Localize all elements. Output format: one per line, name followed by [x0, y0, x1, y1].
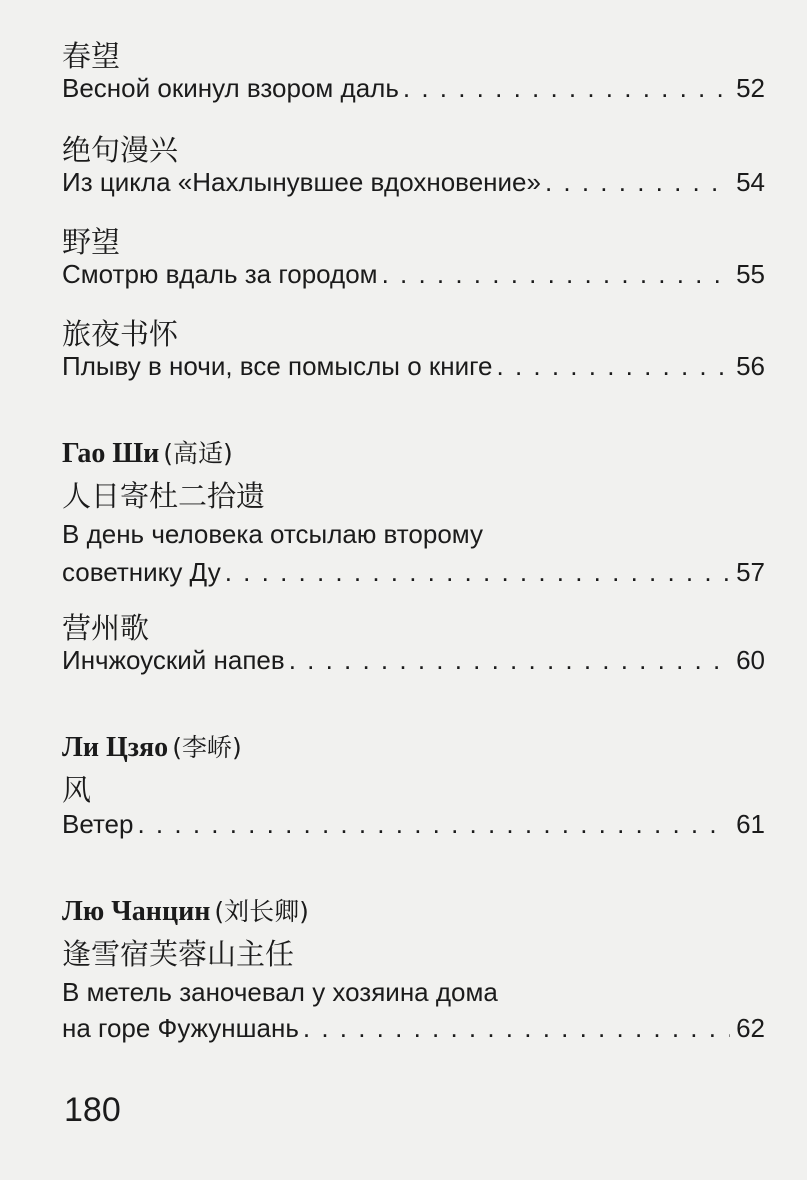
- toc-entry-title: Смотрю вдаль за городом: [62, 259, 378, 289]
- toc-entry-title: Инчжоуский напев: [62, 645, 285, 675]
- author-chinese-name: (李峤): [172, 733, 242, 762]
- toc-entry[interactable]: [62, 556, 765, 588]
- author-heading: [62, 436, 765, 470]
- author-heading: [62, 730, 765, 764]
- toc-entry-title: советнику Ду: [62, 557, 221, 587]
- author-name: Лю Чанцин: [62, 896, 211, 927]
- toc-chinese-title: 逢雪宿芙蓉山主任: [62, 937, 295, 971]
- toc-entry-page: 52: [736, 73, 765, 103]
- leader-dots: [303, 1012, 730, 1044]
- leader-dots: [289, 644, 730, 676]
- toc-entry-page: 55: [736, 259, 765, 289]
- toc-entry-title: Плыву в ночи, все помыслы о книге: [62, 351, 493, 381]
- toc-entry-title: на горе Фужуншань: [62, 1013, 299, 1043]
- toc-entry[interactable]: [62, 808, 765, 840]
- toc-entry-page: 56: [736, 351, 765, 381]
- toc-chinese-title: 旅夜书怀: [62, 317, 179, 351]
- author-heading: [62, 894, 765, 928]
- toc-entry[interactable]: [62, 1012, 765, 1044]
- toc-chinese-title: 绝句漫兴: [62, 133, 179, 167]
- toc-entry[interactable]: [62, 258, 765, 290]
- toc-entry-page: 61: [736, 809, 765, 839]
- toc-chinese-title: 春望: [62, 39, 121, 73]
- page-number: 180: [64, 1091, 121, 1129]
- toc-chinese-title: 风: [62, 773, 92, 807]
- toc-entry-page: 54: [736, 167, 765, 197]
- leader-dots: [225, 556, 730, 588]
- toc-entry-title-line1: В день человека отсылаю второму: [62, 519, 483, 549]
- leader-dots: [137, 808, 730, 840]
- leader-dots: [497, 350, 731, 382]
- leader-dots: [403, 72, 730, 104]
- toc-entry-page: 62: [736, 1013, 765, 1043]
- toc-chinese-title: 人日寄杜二拾遗: [62, 479, 266, 513]
- toc-entry-title: Из цикла «Нахлынувшее вдохновение»: [62, 167, 541, 197]
- toc-entry[interactable]: [62, 350, 765, 382]
- toc-chinese-title: 营州歌: [62, 611, 150, 645]
- toc-entry[interactable]: [62, 166, 765, 198]
- toc-entry[interactable]: [62, 72, 765, 104]
- toc-entry-page: 60: [736, 645, 765, 675]
- toc-chinese-title: 野望: [62, 225, 121, 259]
- toc-entry-title-line1: В метель заночевал у хозяина дома: [62, 977, 498, 1007]
- toc-entry-title: Весной окинул взором даль: [62, 73, 399, 103]
- author-chinese-name: (高适): [163, 439, 233, 468]
- author-chinese-name: (刘长卿): [214, 897, 309, 926]
- author-name: Ли Цзяо: [62, 732, 169, 763]
- toc-entry-title: Ветер: [62, 809, 134, 839]
- leader-dots: [545, 166, 730, 198]
- author-name: Гао Ши: [62, 438, 160, 469]
- leader-dots: [382, 258, 731, 290]
- toc-entry-page: 57: [736, 557, 765, 587]
- toc-entry[interactable]: [62, 644, 765, 676]
